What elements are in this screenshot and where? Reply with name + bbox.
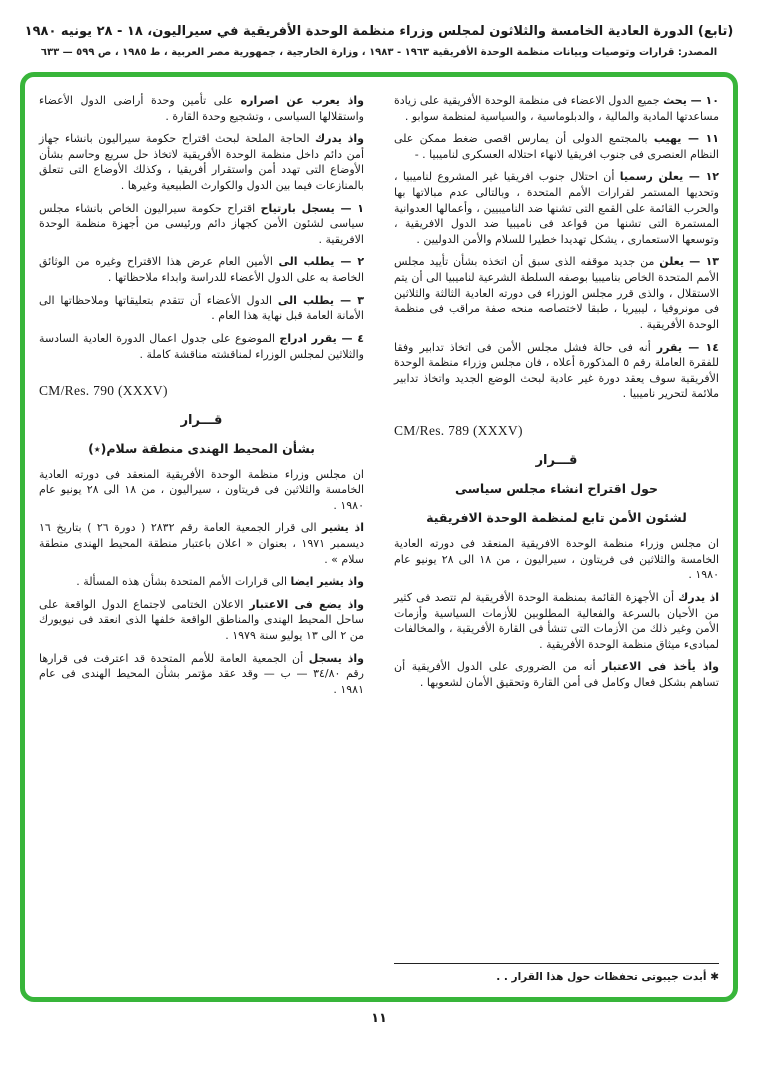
paragraph-text: من جديد موقفه الذى سبق أن اتخذه بشأن تأييد مجلس الأمم المتحدة الخاص بناميبيا بوصفه السلطة الشرعية لناميبيا الى أن يتم الاستقلال ، والذى قرر مجلس الوزراء فى دورته العادية الثالثة والثلاثين فى مونروفيا ، ليبيريا ، طبقا لاختصاصه منحه صفة مراقب فى منظمة الوحدة الأفريقية .: [394, 255, 719, 331]
resolution-paragraph: [394, 131, 719, 162]
paragraph-text: الأمين العام عرض هذا الاقتراح وغيره من الوثائق الخاصة به على الدول الأعضاء للدراسة وابداء ملاحظاتها .: [39, 255, 364, 285]
paragraph-text: الدول الأعضاء أن تتقدم بتعليقاتها وملاحظاتها الى الأمانة العامة قبل نهاية هذا العام .: [39, 293, 364, 323]
paragraph-lead: ٣ — يطلب الى: [277, 293, 365, 307]
paragraph-text: الى قرارات الأمم المتحدة بشأن هذه المسألة .: [76, 575, 288, 589]
paragraph-lead: ٢ — يطلب الى: [278, 255, 365, 269]
paragraph-text: جميع الدول الاعضاء فى منظمة الوحدة الأفريقية على زيادة مساعدتها المادية والمالية ، والدبلوماسية ، والسياسية لمنظمة سوابو .: [394, 94, 719, 123]
resolution-paragraph: [394, 169, 719, 247]
page-number: ١١: [371, 1011, 387, 1026]
paragraph-text: الى قرار الجمعية العامة رقم ٢٨٣٢ ( دورة ٢٦ ) بتاريخ ١٦ ديسمبر ١٩٧١ ، بعنوان « اعلان باعتبار منطقة المحيط الهندى منطقة سلام » .: [39, 521, 364, 566]
page-header: [0, 0, 758, 58]
paragraph-text: على تأمين وحدة أراضى الدول الأعضاء واستقلالها السياسى ، وتشجيع وحدة القارة .: [39, 94, 364, 123]
paragraph-lead: ١١ — يهيب: [653, 132, 720, 146]
content-frame: [20, 72, 738, 1002]
footnote: ✱ أبدت جيبوتى تحفظات حول هذا القرار . .: [394, 963, 719, 985]
resolution-paragraph: [394, 254, 719, 332]
resolution-paragraph: [39, 93, 364, 124]
paragraph-lead: ١٠ — يحث: [663, 94, 719, 107]
paragraph-lead: واذ يضع فى الاعتبار: [249, 597, 364, 611]
two-column-layout: [39, 93, 719, 985]
paragraph-lead: اذ يدرك: [678, 590, 719, 604]
paragraph-lead: ١٤ — يقرر: [656, 340, 719, 354]
resolution-paragraph: [394, 590, 719, 652]
paragraph-lead: واذ يأخذ فى الاعتبار: [602, 660, 719, 674]
paragraph-text: أن الأجهزة القائمة بمنظمة الوحدة الأفريقية لم تتصد فى كثير من الأحيان بالسرعة والفعالية المطلوبين للأزمات السياسية وأزمات الأمن وغير ذلك من الأزمات التى تنشأ فى القارة الأفريقية ، والمخالفات لمبادىء ميثاق منظمة الوحدة الأفريقية .: [394, 590, 719, 651]
paragraph-text: الاعلان الختامى لاجتماع الدول الواقعة على ساحل المحيط الهندى والمناطق الواقعة خلفها الذى انعقد فى نيويورك من ٢ الى ١٣ يوليو سنة ١٩٧٩ .: [39, 597, 364, 642]
resolution-paragraph: [39, 651, 364, 698]
paragraph-lead: ٤ — يقرر ادراج: [279, 331, 364, 345]
paragraph-lead: ١٣ — يعلن: [659, 255, 720, 269]
column-left: [39, 93, 364, 985]
resolution-subtitle: لشئون الأمن تابع لمنظمة الوحدة الافريقية: [426, 510, 687, 526]
resolution-paragraph: [39, 331, 364, 362]
paragraph-text: اقتراح حكومة سيراليون الخاص بانشاء مجلس سياسى لشئون الأمن كجهاز دائم ورئيسى من أجهزة منظمة الوحدة الافريقية .: [39, 201, 364, 246]
resolution-preamble: ان مجلس وزراء منظمة الوحدة الأفريقية المنعقد فى دورته العادية الخامسة والثلاثين فى فريتاون ، سيراليون ، من ١٨ الى ٢٨ يونيو عام ١٩٨٠ .: [39, 467, 364, 512]
resolution-paragraph: [39, 597, 364, 644]
resolution-paragraph: [394, 93, 719, 124]
paragraph-text: أنه فى حالة فشل مجلس الأمن فى اتخاذ تدابير وفقا للفقرة العاملة رقم ٥ المذكورة أعلاه ، فان مجلس وزراء منظمة الوحدة الأفريقية سوف يعقد دورة غير عادية لبحث الوضع الجديد واتخاذ تدابير ملائمة لتحرير ناميبيا .: [394, 340, 719, 401]
resolution-ref: CM/Res. 789 (XXXV): [394, 422, 523, 438]
column-right: [394, 93, 719, 985]
paragraph-lead: واذ يسجل: [308, 651, 364, 665]
paragraph-lead: ١ — يسجل بارتياح: [260, 201, 364, 215]
paragraph-text: أن الجمعية العامة للأمم المتحدة قد اعترفت فى قرارها رقم ٣٤/٨٠ — ب — وقد عقد مؤتمر بشأن المحيط الهندى فى عام ١٩٨١ .: [39, 651, 364, 696]
resolution-title: قـــرار: [180, 413, 223, 429]
paragraph-lead: واذ يدرك: [315, 132, 364, 146]
paragraph-text: أن احتلال جنوب افريقيا غير المشروع لناميبيا ، وتحديها المستمر لقرارات الأمم المتحدة ، وبالتالى عدم مبالاتها بها والحرب القائمة على القمع التى تشنها ضد الناميبيين ، وأعمالها العدوانية المستمرة التى تشنها من قواعد فى ناميبيا ضد الدول الافريقية ، وتوسعها الاستعمارى ، يشكل تهديدا خطيرا للسلام والأمن الدوليين .: [394, 170, 719, 246]
resolution-ref: CM/Res. 790 (XXXV): [39, 383, 168, 399]
resolution-paragraph: [39, 201, 364, 248]
resolution-subtitle: حول اقتراح انشاء مجلس سياسى: [454, 480, 659, 496]
paragraph-lead: اذ يشير: [322, 521, 364, 535]
resolution-title: قـــرار: [535, 453, 578, 469]
paragraph-text: الحاجة الملحة لبحث اقتراح حكومة سيراليون بانشاء جهاز أمن دائم داخل منظمة الوحدة الأفريقية لاتخاذ حل سريع وحاسم بشأن الأوضاع التى تهدد أمن واستقرار أفريقيا ، وكذلك الأوضاع التى تتعلق بالمنازعات فيما بين الدول والكوارث الطبيعية وغيرها .: [39, 132, 364, 193]
resolution-paragraph: [394, 340, 719, 402]
resolution-preamble: ان مجلس وزراء منظمة الوحدة الافريقية المنعقد فى دورته العادية الخامسة والثلاثين فى فريتاون ، سيراليون ، من ١٨ الى ٢٨ يونيو عام ١٩٨٠ .: [394, 537, 719, 582]
resolution-paragraph: [39, 574, 364, 590]
header-title: (تابع) الدورة العادية الخامسة والثلاثون لمجلس وزراء منظمة الوحدة الأفريقية في سيراليون، ١٨ - ٢٨ يونيه ١٩٨٠: [24, 24, 734, 39]
paragraph-lead: ١٢ — يعلن رسميا: [619, 170, 719, 184]
paragraph-text: أنه من الضرورى على الدول الأفريقية أن تساهم بشكل فعال وكامل فى أمن القارة وتحقيق الأمان لشعوبها .: [394, 660, 719, 689]
resolution-paragraph: [39, 520, 364, 567]
resolution-paragraph: [39, 293, 364, 324]
resolution-paragraph: [394, 659, 719, 690]
resolution-subtitle: بشأن المحيط الهندى منطقة سلام(٭): [88, 440, 315, 456]
paragraph-text: بالمجتمع الدولى أن يمارس اقصى ضغط ممكن على النظام العنصرى فى جنوب افريقيا لانهاء احتلاله العسكرى لناميبيا . -: [394, 132, 719, 161]
paragraph-lead: واذ يشير ايضا: [290, 575, 364, 589]
paragraph-text: الموضوع على جدول اعمال الدورة العادية السادسة والثلاثين لمجلس الوزراء لمناقشته مناقشة كاملة .: [39, 331, 364, 361]
resolution-paragraph: [39, 254, 364, 285]
paragraph-lead: واذ يعرب عن اصراره: [240, 94, 364, 107]
header-source-line: المصدر: قرارات وتوصيات وبيانات منظمة الوحدة الأفريقية ١٩٦٣ - ١٩٨٣ ، وزارة الخارجية ، جمهورية مصر العربية ، ط ١٩٨٥ ، ص ٥٩٩ — ٦٣٣: [40, 47, 718, 58]
resolution-paragraph: [39, 131, 364, 193]
